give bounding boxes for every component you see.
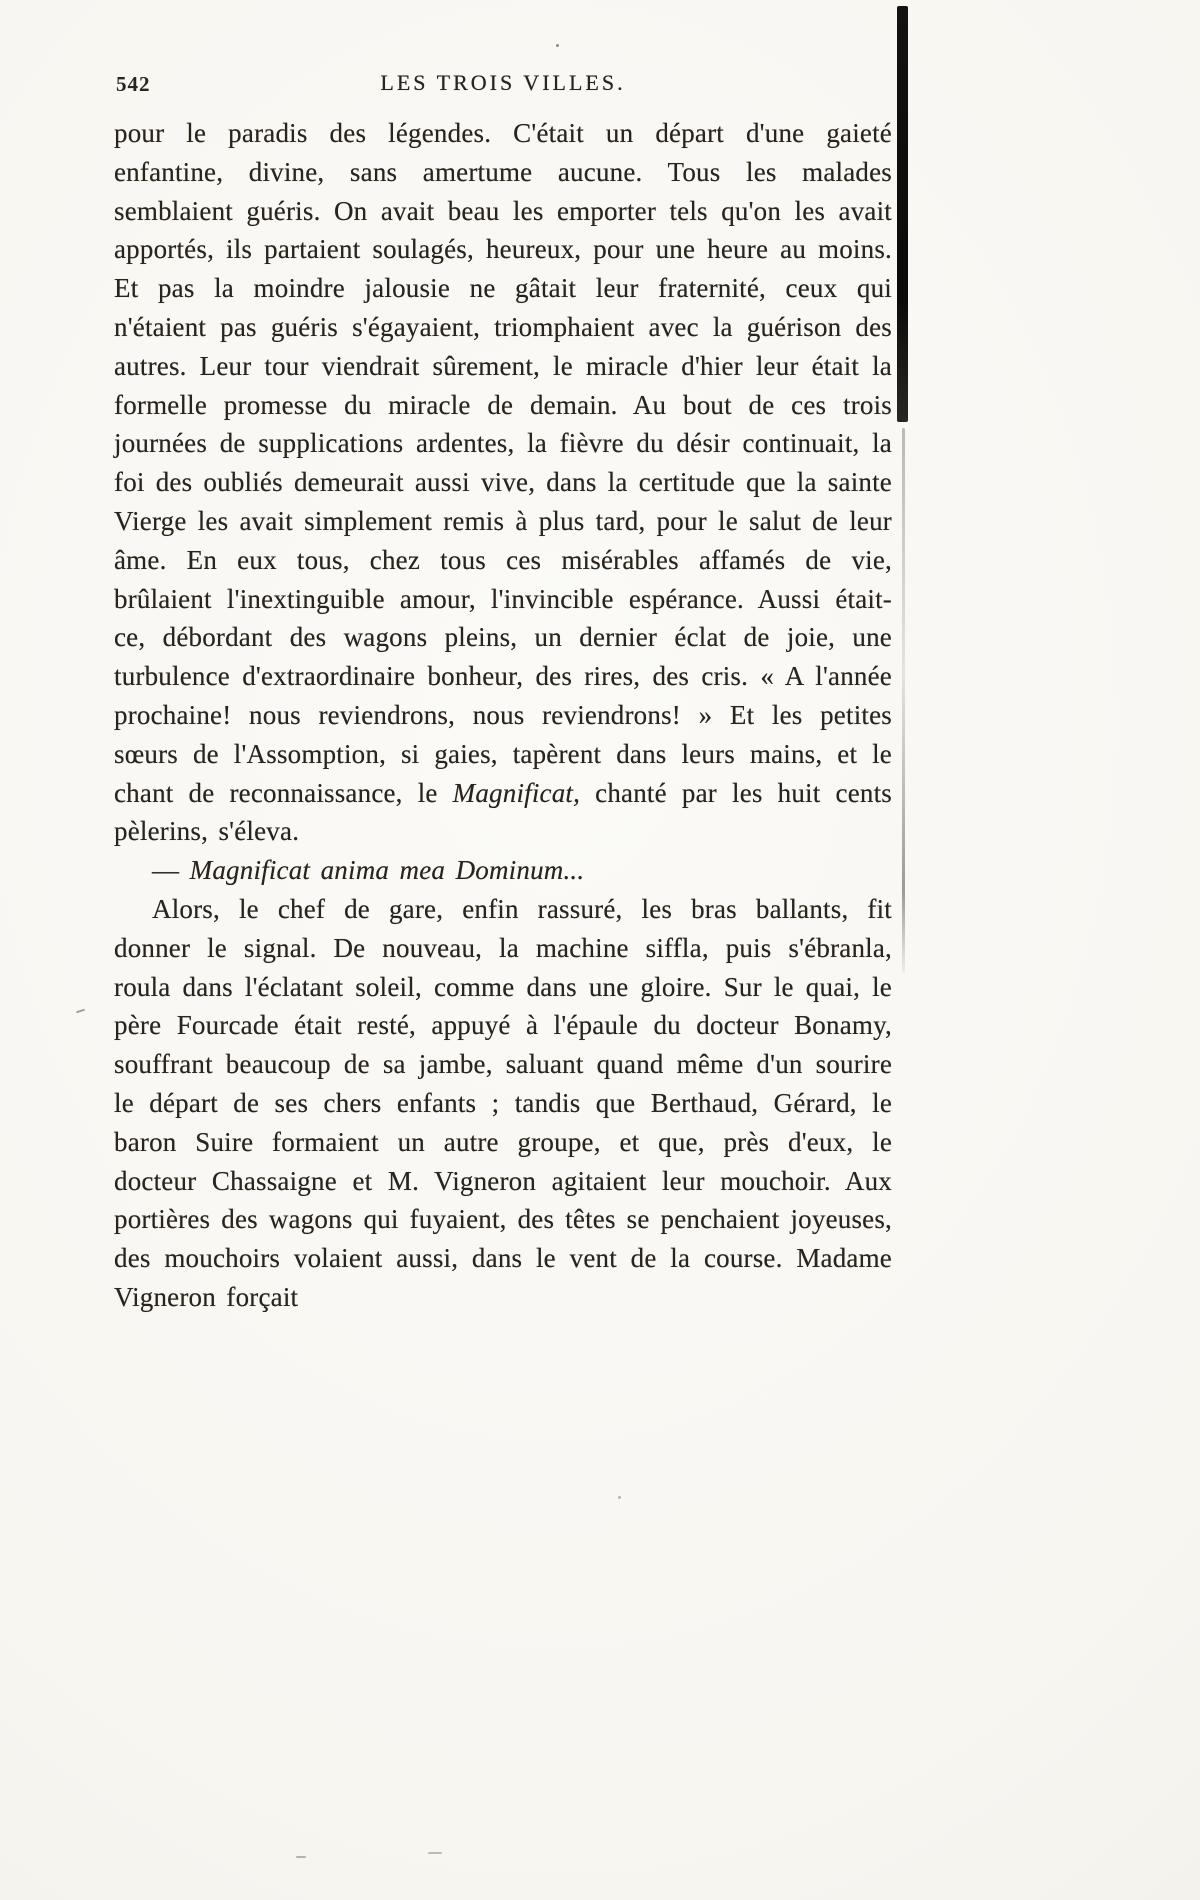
- running-title: LES TROIS VILLES.: [380, 70, 626, 95]
- paragraph: [114, 890, 892, 1317]
- scan-artifact: [296, 1856, 306, 1858]
- binding-edge-line: [902, 428, 905, 973]
- paragraph: [114, 114, 892, 851]
- scan-artifact: [618, 1496, 621, 1499]
- text-column: [114, 0, 892, 1317]
- page-header: [114, 70, 892, 100]
- text-run: pour le paradis des légendes. C'était un départ d'une gaieté enfantine, divine, sans amertume aucune. Tous les malades semblaient guéris. On avait beau les emporter tels qu'on les avait apportés, ils partaient soulagés, heureux, pour une heure au moins. Et pas la moindre jalousie ne gâtait leur fraternité, ceux qui n'étaient pas guéris s'égayaient, triomphaient avec la guérison des autres. Leur tour viendrait sûrement, le miracle d'hier leur était la formelle promesse du miracle de demain. Au bout de ces trois journées de supplications ardentes, la fièvre du désir continuait, la foi des oubliés demeurait aussi vive, dans la certitude que la sainte Vierge les avait simplement remis à plus tard, pour le salut de leur âme. En eux tous, chez tous ces misérables affamés de vie, brûlaient l'inextinguible amour, l'invincible espérance. Aussi était-ce, débordant des wagons pleins, un dernier éclat de joie, une turbulence d'extraordinaire bonheur, des rires, des cris. « A l'année prochaine! nous reviendrons, nous reviendrons! » Et les petites sœurs de l'Assomption, si gaies, tapèrent dans leurs mains, et le chant de reconnaissance, le: [114, 118, 892, 808]
- page-number: 542: [116, 72, 151, 96]
- text-run: —: [152, 855, 190, 886]
- text-run: chanté par les huit cents pèlerins, s'éleva.: [114, 777, 892, 847]
- text-run: Magnificat anima mea Dominum...: [189, 855, 585, 886]
- scan-artifact: [76, 1009, 85, 1014]
- binding-edge-bar: [897, 6, 908, 422]
- paragraph: [114, 851, 892, 890]
- text-run: Alors, le chef de gare, enfin rassuré, les bras ballants, fit donner le signal. De nouveau, la machine siffla, puis s'ébranla, roula dans l'éclatant soleil, comme dans une gloire. Sur le quai, le père Fourcade était resté, appuyé à l'épaule du docteur Bonamy, souffrant beaucoup de sa jambe, saluant quand même d'un sourire le départ de ses chers enfants ; tandis que Berthaud, Gérard, le baron Suire formaient un autre groupe, et que, près d'eux, le docteur Chassaigne et M. Vigneron agitaient leur mouchoir. Aux portières des wagons qui fuyaient, des têtes se penchaient joyeuses, des mouchoirs volaient aussi, dans le vent de la course. Madame Vigneron forçait: [114, 893, 892, 1312]
- scan-artifact: [428, 1852, 442, 1854]
- text-run: Magnificat,: [452, 777, 581, 808]
- page-text: [114, 114, 892, 1317]
